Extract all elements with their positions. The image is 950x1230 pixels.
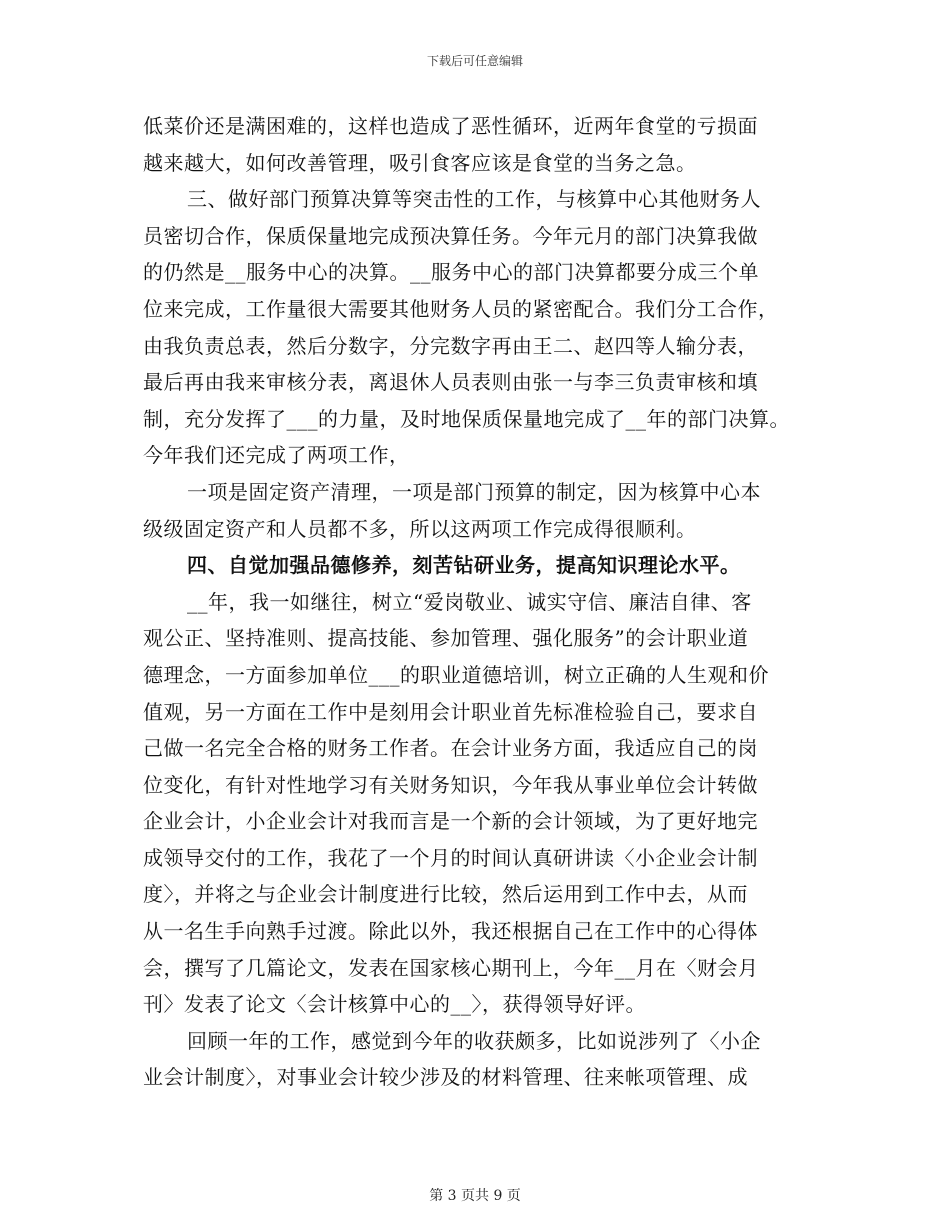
- text-line: 位变化，有针对性地学习有关财务知识，今年我从事业单位会计转做: [143, 772, 758, 797]
- text-line: 低菜价还是满困难的，这样也造成了恶性循环，近两年食堂的亏损面: [143, 114, 758, 138]
- text-line: 会，撰写了几篇论文，发表在国家核心期刊上，今年__月在〈财会月: [143, 955, 759, 980]
- text-line: 企业会计，小企业会计对我而言是一个新的会计领域，为了更好地完: [143, 809, 758, 834]
- text-line: 一项是固定资产清理，一项是部门预算的制定，因为核算中心本: [187, 479, 761, 504]
- text-line: 刊〉发表了论文〈会计核算中心的__〉，获得领导好评。: [143, 992, 646, 1017]
- text-line: 值观，另一方面在工作中是刻用会计职业首先标准检验自己，要求自: [143, 699, 758, 724]
- text-line: 的仍然是__服务中心的决算。__服务中心的部门决算都要分成三个单: [143, 260, 759, 285]
- text-line: 三、做好部门预算决算等突击性的工作，与核算中心其他财务人: [187, 187, 761, 212]
- text-line: 观公正、坚持准则、提高技能、参加管理、强化服务”的会计职业道: [143, 626, 749, 651]
- text-line: 德理念，一方面参加单位___的职业道德培训，树立正确的人生观和价: [143, 662, 769, 687]
- text-line: __年，我一如继往，树立“爱岗敬业、诚实守信、廉洁自律、客: [187, 589, 752, 614]
- text-line: 从一名生手向熟手过渡。除此以外，我还根据自己在工作中的心得体: [143, 919, 758, 944]
- text-line: 度〉，并将之与企业会计制度进行比较，然后运用到工作中去，从而: [143, 882, 748, 907]
- text-line: 己做一名完全合格的财务工作者。在会计业务方面，我适应自己的岗: [143, 736, 758, 761]
- text-line: 成领导交付的工作，我花了一个月的时间认真研讲读〈小企业会计制: [143, 845, 758, 870]
- text-line: 员密切合作，保质保量地完成预决算任务。今年元月的部门决算我做: [143, 223, 758, 248]
- page-footer: 第 3 页共 9 页: [429, 1188, 521, 1204]
- document-body: [143, 108, 823, 1096]
- text-line: 由我负责总表，然后分数字，分完数字再由王二、赵四等人输分表，: [143, 333, 758, 358]
- text-line: 级级固定资产和人员都不多，所以这两项工作完成得很顺利。: [143, 516, 697, 541]
- text-line: 今年我们还完成了两项工作，: [143, 443, 410, 468]
- section-heading-line: 四、自觉加强品德修养，刻苦钻研业务，提高知识理论水平。: [187, 553, 741, 578]
- text-line: 最后再由我来审核分表，离退休人员表则由张一与李三负责审核和填: [143, 370, 758, 395]
- text-line: 越来越大，如何改善管理，吸引食客应该是食堂的当务之急。: [143, 150, 697, 175]
- text-line: 位来完成，工作量很大需要其他财务人员的紧密配合。我们分工合作，: [143, 296, 779, 321]
- text-line: 回顾一年的工作，感觉到今年的收获颇多，比如说涉列了〈小企: [187, 1028, 761, 1053]
- text-line: 业会计制度〉，对事业会计较少涉及的材料管理、往来帐项管理、成: [143, 1065, 748, 1090]
- page-header: 下载后可任意编辑: [426, 54, 523, 68]
- text-line: 制，充分发挥了___的力量，及时地保质保量地完成了__年的部门决算。: [143, 406, 790, 431]
